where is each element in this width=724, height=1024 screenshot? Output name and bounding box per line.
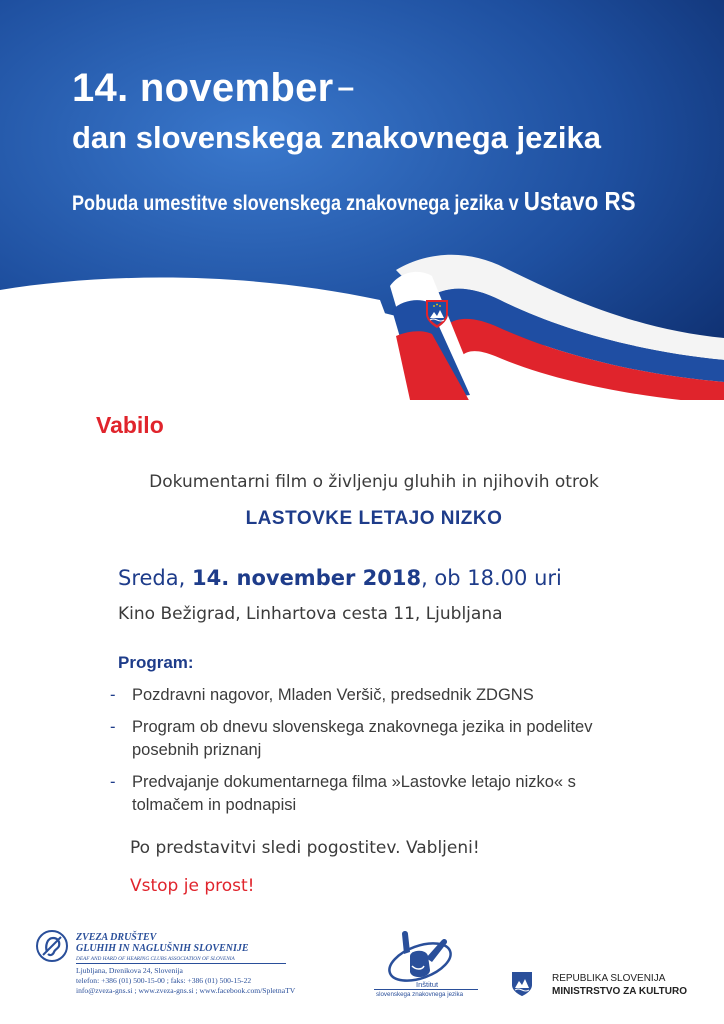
entry-note: Vstop je prost! — [130, 876, 255, 896]
title-date: 14. november — [72, 66, 334, 110]
invitation-heading: Vabilo — [96, 412, 164, 438]
subtitle-emphasis: Ustavo RS — [523, 186, 636, 216]
program-item-text: Program ob dnevu slovenskega znakovnega jezika in podelitev posebnih priznanj — [132, 718, 593, 759]
footer-institute — [372, 926, 482, 1006]
ministry-name: MINISTRSTVO ZA KULTURO — [552, 986, 687, 997]
org-name — [76, 932, 296, 954]
org-name-line2: GLUHIH IN NAGLUŠNIH SLOVENIJE — [76, 943, 249, 954]
bullet-dash: - — [110, 718, 116, 736]
org-contact — [76, 966, 356, 996]
program-list — [110, 684, 630, 826]
program-item-text: Predvajanje dokumentarnega filma »Lastovke letajo nizko« s tolmačem in podnapisi — [132, 773, 576, 814]
org-name-english: DEAF AND HARD OF HEARING CLUBS ASSOCIATION OF SLOVENIA — [76, 956, 235, 962]
subtitle-main: Pobuda umestitve slovenskega znakovnega jezika v — [72, 192, 524, 215]
film-description: Dokumentarni film o življenju gluhih in njihovih otrok — [149, 472, 599, 492]
event-date-line — [118, 566, 562, 590]
closing-text: Po predstavitvi sledi pogostitev. Vabljeni! — [130, 838, 480, 858]
ministry-country: REPUBLIKA SLOVENIJA — [552, 973, 666, 984]
bullet-dash: - — [110, 773, 116, 791]
hearing-logo-icon — [36, 930, 68, 962]
page-title — [72, 66, 355, 111]
hero-banner — [0, 0, 724, 400]
film-title: LASTOVKE LETAJO NIZKO — [245, 508, 503, 529]
sign-language-hand-icon — [372, 926, 482, 986]
slovenia-crest-icon — [512, 972, 532, 996]
title-occasion: dan slovenskega znakovnega jezika — [72, 120, 601, 155]
title-dash: – — [337, 71, 355, 104]
program-item — [110, 771, 630, 817]
footer-ministry — [512, 970, 712, 1010]
program-heading: Program: — [118, 653, 194, 672]
event-venue: Kino Bežigrad, Linhartova cesta 11, Ljubljana — [118, 604, 503, 624]
org-web: info@zveza-gns.si ; www.zveza-gns.si ; www.facebook.com/SpletnaTV — [76, 986, 296, 995]
event-date: 14. november 2018 — [191, 566, 422, 590]
org-address: Ljubljana, Drenikova 24, Slovenija — [76, 966, 183, 975]
program-item — [110, 716, 630, 762]
institute-subtitle: slovenskega znakovnega jezika — [376, 991, 464, 998]
event-day: Sreda, — [118, 566, 192, 590]
institute-label: Inštitut — [416, 980, 439, 989]
org-name-line1: ZVEZA DRUŠTEV — [76, 932, 157, 943]
bullet-dash: - — [110, 686, 116, 704]
program-item-text: Pozdravni nagovor, Mladen Veršič, predsednik ZDGNS — [132, 686, 534, 704]
event-time: , ob 18.00 uri — [421, 566, 562, 590]
subtitle — [72, 186, 636, 217]
divider — [76, 963, 286, 964]
divider — [374, 989, 478, 990]
org-phone: telefon: +386 (01) 500-15-00 ; faks: +386 (01) 500-15-22 — [76, 976, 252, 985]
program-item — [110, 684, 630, 707]
